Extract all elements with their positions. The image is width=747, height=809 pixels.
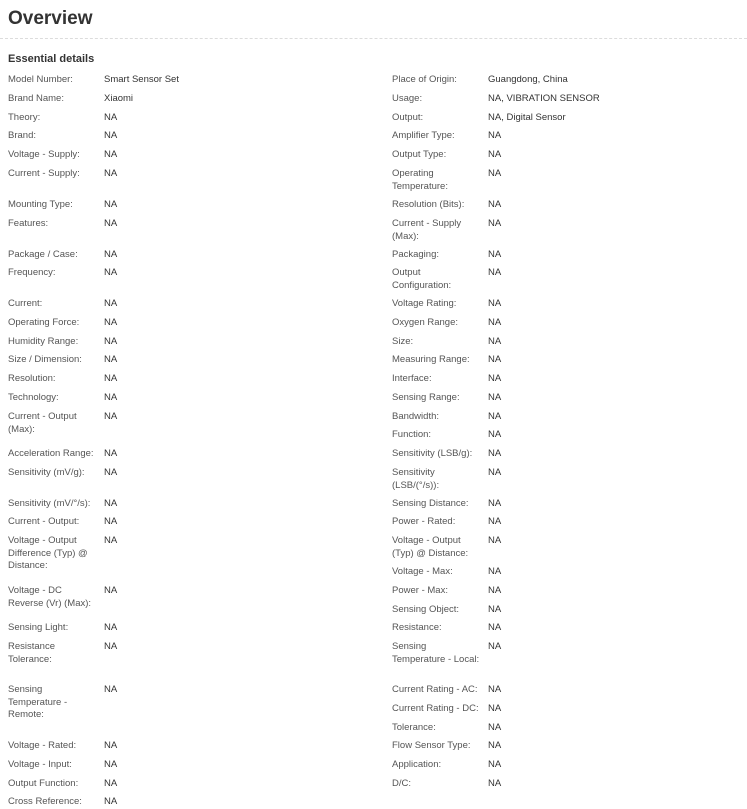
left-detail-label: Mounting Type: [8, 199, 73, 210]
left-detail-label: Features: [8, 218, 49, 229]
left-detail-value: NA [104, 168, 118, 179]
right-detail-value: NA [488, 429, 502, 440]
left-detail-value: NA [104, 392, 118, 403]
right-detail-value: NA [488, 641, 502, 652]
section-title: Essential details [8, 53, 95, 65]
right-detail-label: Measuring Range: [392, 354, 470, 365]
right-detail-label: Sensitivity (LSB/g): [392, 448, 473, 459]
right-detail-value: NA [488, 535, 502, 546]
right-detail-label: Current Rating - DC: [392, 703, 479, 714]
left-detail-value: NA [104, 354, 118, 365]
right-detail-value: NA [488, 566, 502, 577]
left-detail-label: Current - Supply: [8, 168, 80, 179]
left-detail-label: Sensitivity (mV/°/s): [8, 498, 91, 509]
left-detail-label: Operating Force: [8, 317, 80, 328]
left-detail-value: NA [104, 641, 118, 652]
right-detail-value: NA [488, 759, 502, 770]
right-detail-value: NA [488, 722, 502, 733]
left-detail-value: NA [104, 317, 118, 328]
right-detail-label: Current - Supply (Max): [392, 218, 462, 242]
left-detail-label: Voltage - Input: [8, 759, 72, 770]
right-detail-value: NA [488, 516, 502, 527]
right-detail-value: NA [488, 267, 502, 278]
left-detail-value: NA [104, 373, 118, 384]
right-detail-value: NA [488, 467, 502, 478]
right-detail-label: Flow Sensor Type: [392, 740, 471, 751]
right-detail-label: Power - Rated: [392, 516, 456, 527]
right-detail-label: Current Rating - AC: [392, 684, 478, 695]
right-detail-value: NA [488, 498, 502, 509]
left-detail-value: NA [104, 796, 118, 807]
right-detail-value: NA [488, 448, 502, 459]
left-detail-value: NA [104, 130, 118, 141]
right-detail-label: Output: [392, 112, 424, 123]
right-detail-value: NA [488, 149, 502, 160]
right-detail-label: Usage: [392, 93, 423, 104]
left-detail-value: NA [104, 622, 118, 633]
right-detail-label: Voltage - Max: [392, 566, 453, 577]
right-detail-label: Voltage - Output (Typ) @ Distance: [392, 535, 469, 559]
left-detail-value: NA [104, 411, 118, 422]
left-detail-value: NA [104, 298, 118, 309]
right-detail-value: Guangdong, China [488, 74, 568, 85]
left-detail-label: Humidity Range: [8, 336, 79, 347]
right-detail-label: Sensing Object: [392, 604, 460, 615]
right-detail-label: Interface: [392, 373, 432, 384]
right-detail-value: NA [488, 740, 502, 751]
left-detail-value: NA [104, 684, 118, 695]
right-detail-value: NA [488, 703, 502, 714]
right-detail-label: Amplifier Type: [392, 130, 455, 141]
right-detail-label: D/C: [392, 778, 411, 789]
left-detail-label: Brand: [8, 130, 36, 141]
left-detail-label: Sensitivity (mV/g): [8, 467, 85, 478]
right-detail-value: NA [488, 392, 502, 403]
right-detail-label: Application: [392, 759, 442, 770]
left-detail-value: NA [104, 535, 118, 546]
left-detail-label: Current: [8, 298, 43, 309]
right-detail-label: Size: [392, 336, 414, 347]
left-detail-value: NA [104, 112, 118, 123]
left-detail-value: NA [104, 740, 118, 751]
right-detail-value: NA [488, 373, 502, 384]
right-detail-label: Output Type: [392, 149, 447, 160]
right-detail-value: NA [488, 218, 502, 229]
right-detail-value: NA [488, 684, 502, 695]
right-detail-value: NA [488, 604, 502, 615]
right-detail-label: Sensing Distance: [392, 498, 469, 509]
right-detail-value: NA [488, 317, 502, 328]
left-detail-label: Model Number: [8, 74, 73, 85]
right-detail-value: NA [488, 249, 502, 260]
left-detail-value: NA [104, 249, 118, 260]
left-detail-value: Xiaomi [104, 93, 134, 104]
left-detail-value: NA [104, 498, 118, 509]
right-detail-value: NA [488, 411, 502, 422]
right-detail-value: NA [488, 336, 502, 347]
right-detail-label: Sensitivity (LSB/(°/s)): [392, 467, 440, 491]
left-detail-label: Voltage - DC Reverse (Vr) (Max): [8, 585, 92, 609]
left-detail-value: NA [104, 778, 118, 789]
right-detail-label: Voltage Rating: [392, 298, 457, 309]
right-detail-label: Function: [392, 429, 432, 440]
left-detail-value: NA [104, 336, 118, 347]
left-detail-label: Technology: [8, 392, 59, 403]
left-detail-label: Current - Output: [8, 516, 80, 527]
right-detail-label: Tolerance: [392, 722, 436, 733]
right-detail-value: NA [488, 199, 502, 210]
left-detail-value: NA [104, 585, 118, 596]
left-detail-label: Sensing Light: [8, 622, 69, 633]
right-detail-label: Operating Temperature: [392, 168, 448, 192]
left-detail-label: Frequency: [8, 267, 56, 278]
left-detail-label: Output Function: [8, 778, 79, 789]
left-detail-value: NA [104, 448, 118, 459]
left-detail-label: Size / Dimension: [8, 354, 82, 365]
left-detail-label: Sensing Temperature - Remote: [8, 684, 68, 720]
right-detail-label: Packaging: [392, 249, 440, 260]
right-detail-label: Bandwidth: [392, 411, 440, 422]
right-detail-label: Oxygen Range: [392, 317, 459, 328]
left-detail-value: NA [104, 467, 118, 478]
right-detail-value: NA [488, 622, 502, 633]
right-detail-value: NA [488, 130, 502, 141]
left-detail-label: Voltage - Rated: [8, 740, 77, 751]
right-detail-label: Resistance: [392, 622, 442, 633]
left-detail-value: NA [104, 149, 118, 160]
right-detail-label: Place of Origin: [392, 74, 457, 85]
left-detail-value: NA [104, 267, 118, 278]
left-detail-label: Current - Output (Max): [8, 411, 77, 435]
left-detail-label: Voltage - Output Difference (Typ) @ Distance: [8, 535, 88, 571]
left-detail-label: Resistance Tolerance: [8, 641, 55, 665]
right-detail-label: Sensing Range: [392, 392, 460, 403]
left-detail-value: NA [104, 759, 118, 770]
right-detail-value: NA [488, 585, 502, 596]
left-detail-value: NA [104, 218, 118, 229]
page-title: Overview [8, 8, 93, 29]
right-detail-value: NA [488, 354, 502, 365]
right-detail-label: Power - Max: [392, 585, 448, 596]
right-detail-value: NA, VIBRATION SENSOR [488, 93, 600, 104]
left-detail-value: NA [104, 199, 118, 210]
right-detail-value: NA, Digital Sensor [488, 112, 566, 123]
left-detail-label: Theory: [8, 112, 41, 123]
left-detail-label: Resolution: [8, 373, 56, 384]
right-detail-label: Resolution (Bits): [392, 199, 465, 210]
left-detail-label: Brand Name: [8, 93, 64, 104]
left-detail-label: Cross Reference: [8, 796, 82, 807]
right-detail-label: Output Configuration: [392, 267, 452, 291]
right-detail-label: Sensing Temperature - Local: [392, 641, 480, 665]
left-detail-label: Voltage - Supply: [8, 149, 80, 160]
right-detail-value: NA [488, 778, 502, 789]
left-detail-label: Acceleration Range: [8, 448, 94, 459]
left-detail-value: NA [104, 516, 118, 527]
left-detail-label: Package / Case: [8, 249, 78, 260]
right-detail-value: NA [488, 298, 502, 309]
left-detail-value: Smart Sensor Set [104, 74, 179, 85]
right-detail-value: NA [488, 168, 502, 179]
